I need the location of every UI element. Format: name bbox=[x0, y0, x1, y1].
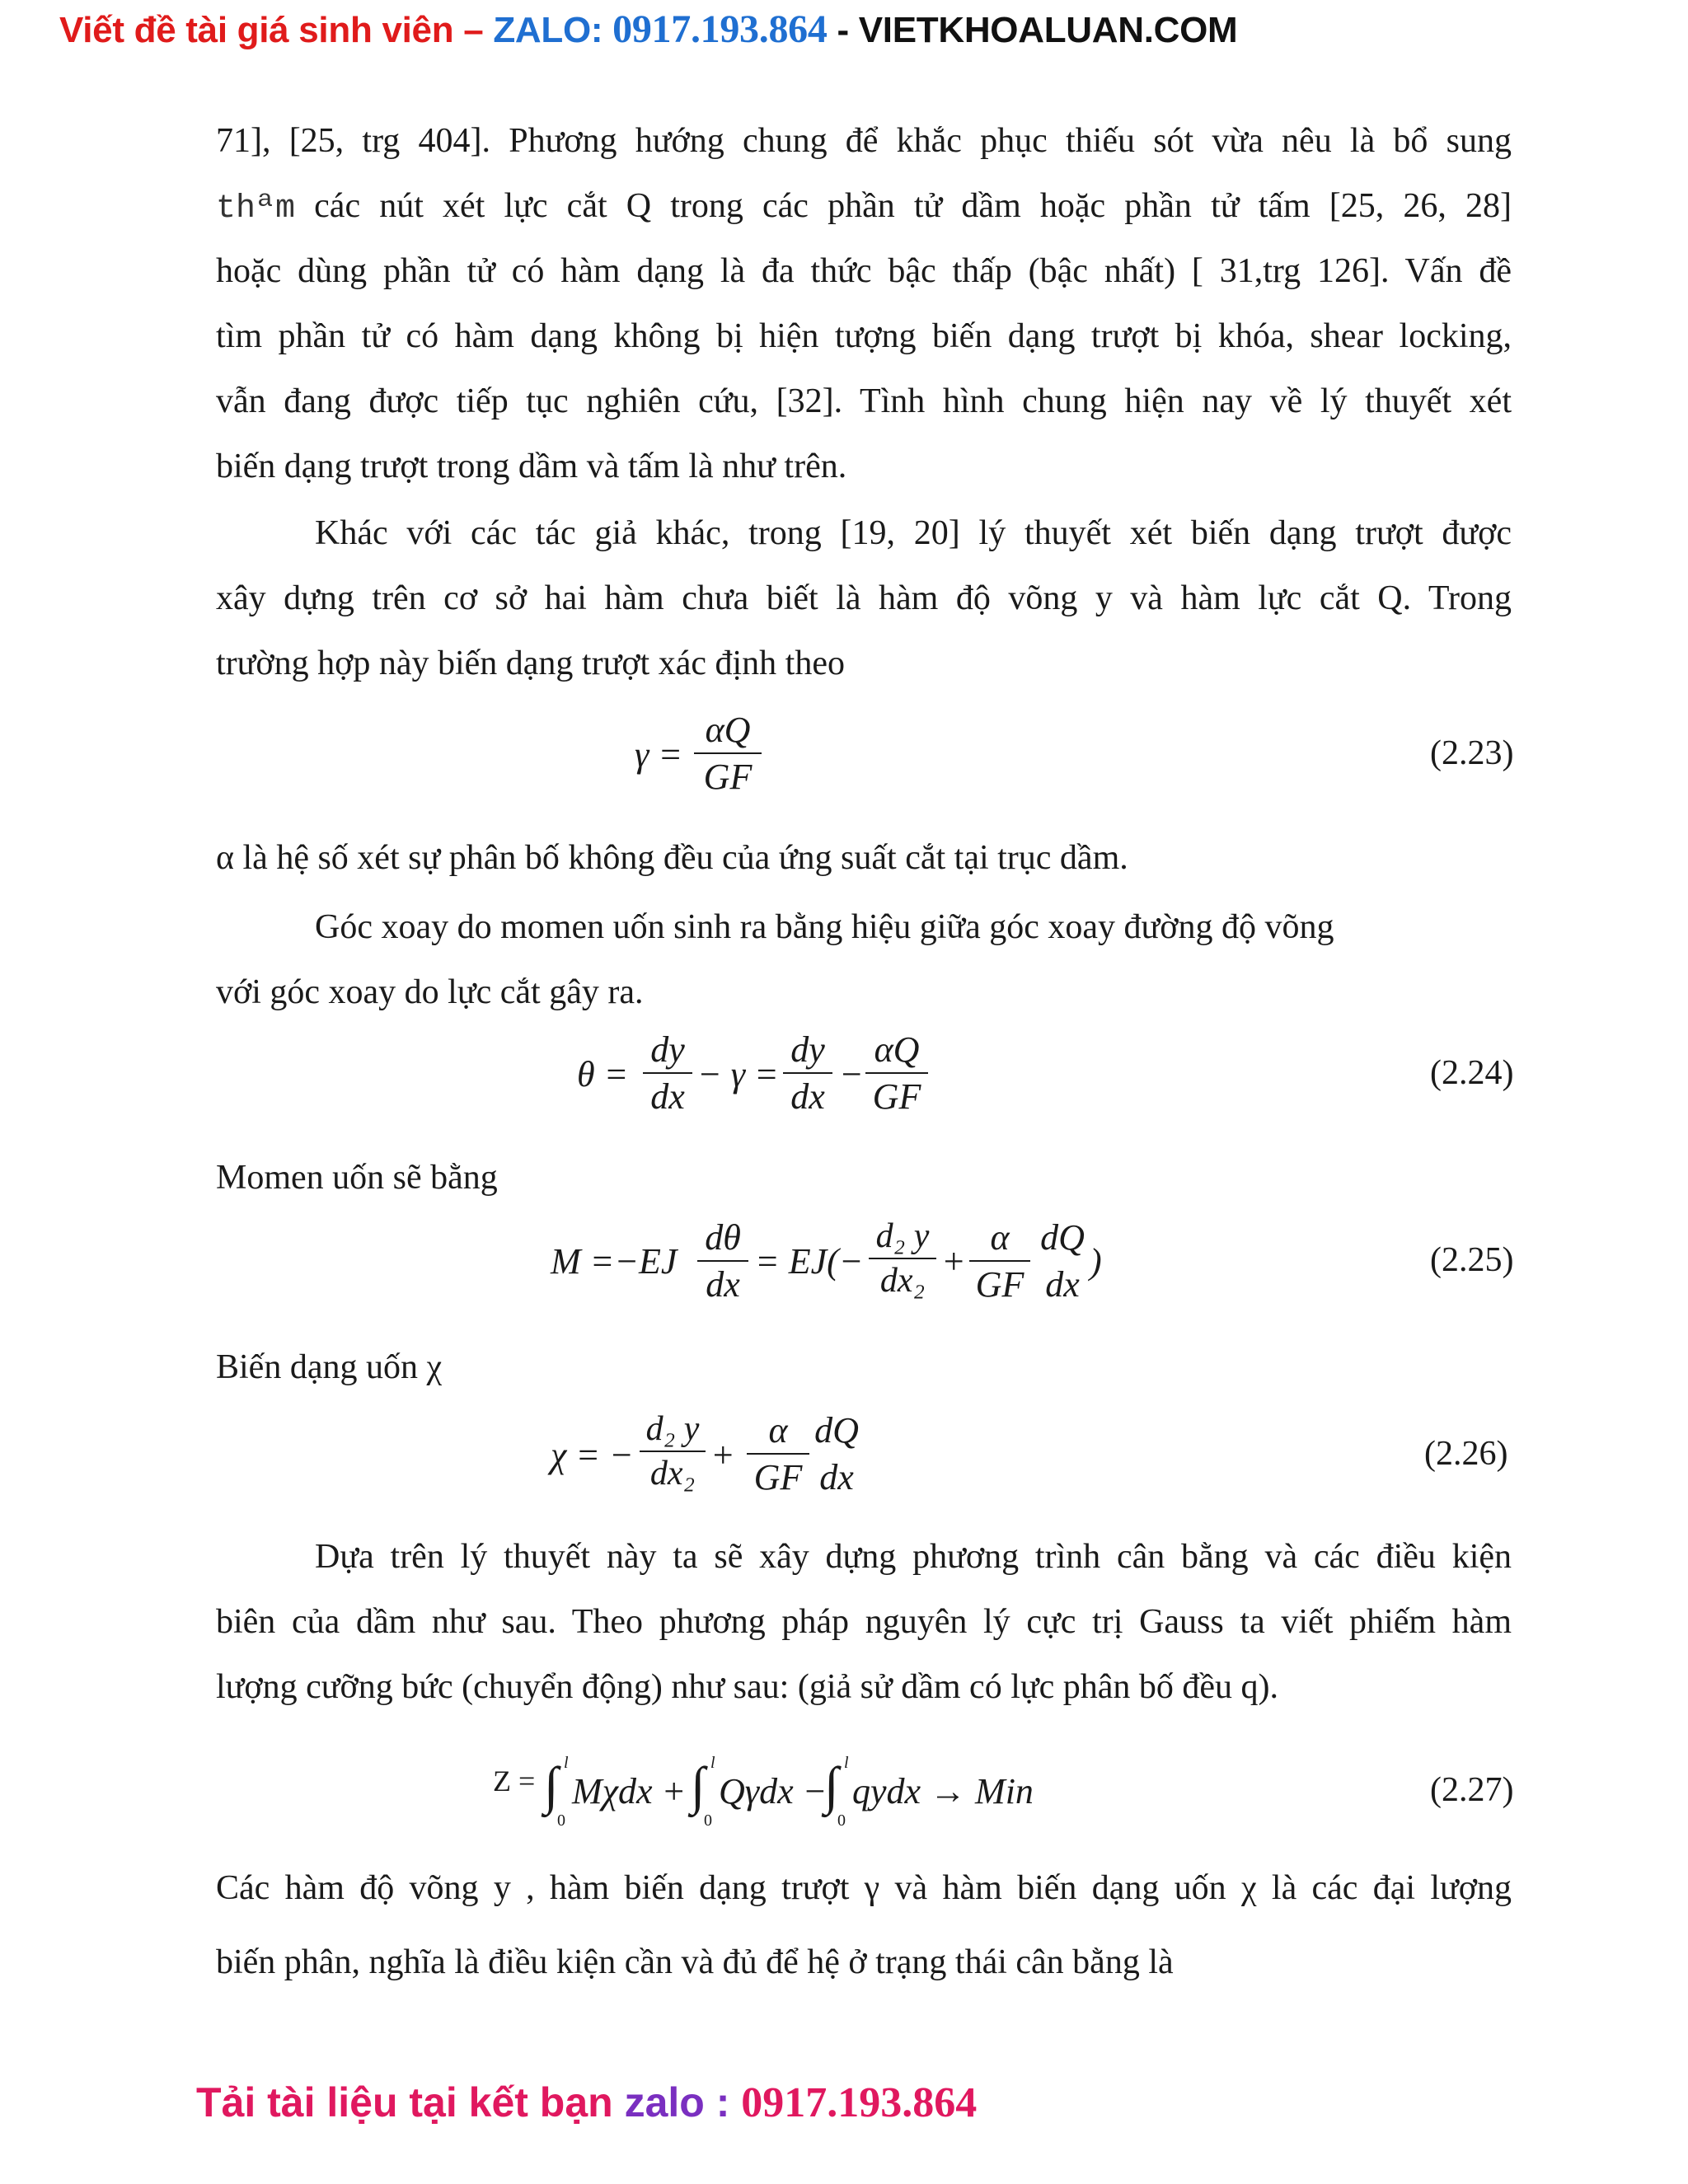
fraction-bar bbox=[783, 1072, 832, 1074]
eq-lhs: γ = bbox=[635, 734, 683, 775]
eq-denominator: GF bbox=[975, 1264, 1025, 1305]
text-line: Biến dạng uốn χ bbox=[216, 1348, 443, 1386]
page-footer-banner bbox=[196, 2079, 977, 2127]
eq-denominator: dx bbox=[1045, 1264, 1080, 1305]
integral-sign: ∫ bbox=[824, 1756, 839, 1815]
eq-fraction bbox=[694, 709, 762, 798]
eq-term: Qγdx − bbox=[719, 1771, 828, 1811]
paragraph-6 bbox=[216, 1335, 1512, 1400]
eq-denominator: dx bbox=[819, 1457, 854, 1497]
text-fragment: các nút xét lực cắt Q trong các phần tử dầm hoặc phần tử tấm [25, 26, 28] bbox=[314, 187, 1512, 225]
fraction-bar bbox=[869, 1258, 936, 1259]
eq-numerator: dy bbox=[650, 1029, 685, 1070]
text-line: Các hàm độ võng y , hàm biến dạng trượt γ và hàm biến dạng uốn χ là các đại lượng bbox=[216, 1869, 1512, 1907]
eq-denominator: GF bbox=[753, 1457, 803, 1497]
fraction-bar bbox=[969, 1260, 1030, 1262]
eq-lhs: Z = bbox=[493, 1765, 536, 1797]
eq-lhs: θ = bbox=[577, 1054, 629, 1094]
header-zalo-label: ZALO: bbox=[493, 10, 613, 50]
header-site: - VIETKHOALUAN.COM bbox=[827, 10, 1238, 50]
text-line bbox=[216, 174, 1512, 239]
text-line: biến dạng trượt trong dầm và tấm là như trên. bbox=[216, 448, 847, 485]
text-line: với góc xoay do lực cắt gây ra. bbox=[216, 973, 644, 1011]
eq-middle: = EJ(− bbox=[755, 1241, 864, 1282]
footer-phone: 0917.193.864 bbox=[741, 2079, 978, 2126]
paragraph-5 bbox=[216, 1146, 1512, 1211]
text-line: tìm phần tử có hàm dạng không bị hiện tượng biến dạng trượt bị khóa, shear locking, bbox=[216, 317, 1512, 355]
text-line: Dựa trên lý thuyết này ta sẽ xây dựng phương trình cân bằng và các điều kiện bbox=[315, 1538, 1512, 1576]
eq-fraction bbox=[1035, 1216, 1090, 1305]
fraction-bar bbox=[865, 1072, 928, 1074]
eq-close: ) bbox=[1090, 1241, 1102, 1282]
paragraph-3 bbox=[216, 826, 1512, 891]
text-line: 71], [25, trg 404]. Phương hướng chung để khắc phục thiếu sót vừa nêu là bổ sung bbox=[216, 122, 1512, 160]
fraction-bar bbox=[697, 1260, 748, 1262]
paragraph-7 bbox=[216, 1525, 1512, 1720]
eq-numerator: dQ bbox=[814, 1410, 859, 1451]
eq-operator: − bbox=[839, 1054, 864, 1094]
fraction-bar bbox=[694, 752, 762, 754]
eq-fraction bbox=[783, 1029, 832, 1118]
eq-fraction bbox=[809, 1409, 864, 1498]
eq-term: qydx → Min bbox=[852, 1771, 1034, 1811]
eq-fraction bbox=[869, 1216, 936, 1301]
eq-fraction bbox=[747, 1409, 809, 1498]
footer-zalo-label: zalo : bbox=[624, 2079, 742, 2125]
eq-numerator: α bbox=[990, 1217, 1010, 1258]
eq-operator: + bbox=[710, 1435, 735, 1475]
equation-number: (2.26) bbox=[1424, 1435, 1508, 1473]
eq-numerator: αQ bbox=[874, 1029, 920, 1070]
eq-denominator: GF bbox=[872, 1076, 921, 1117]
header-phone: 0917.193.864 bbox=[612, 7, 828, 51]
eq-fraction bbox=[697, 1216, 748, 1305]
eq-lhs: M =−EJ bbox=[551, 1241, 678, 1282]
integral-upper-limit: l bbox=[710, 1754, 715, 1772]
integral-sign: ∫ bbox=[544, 1756, 559, 1815]
text-line: Khác với các tác giả khác, trong [19, 20] lý thuyết xét biến dạng trượt được bbox=[315, 514, 1512, 552]
integral-lower-limit: 0 bbox=[557, 1811, 565, 1830]
eq-lhs: χ = − bbox=[551, 1435, 634, 1475]
page-header-banner bbox=[59, 7, 1237, 56]
text-line: lượng cưỡng bức (chuyển động) như sau: (giả sử dầm có lực phân bố đều q). bbox=[216, 1668, 1279, 1706]
paragraph-4 bbox=[216, 895, 1512, 1025]
equation-number: (2.25) bbox=[1430, 1241, 1514, 1279]
eq-denominator: GF bbox=[703, 757, 753, 797]
fraction-bar bbox=[643, 1072, 692, 1074]
fraction-bar bbox=[747, 1453, 809, 1455]
fraction-bar bbox=[640, 1451, 706, 1452]
text-line: α là hệ số xét sự phân bố không đều của ứng suất cắt tại trục dầm. bbox=[216, 839, 1128, 877]
eq-fraction bbox=[969, 1216, 1030, 1305]
equation-number: (2.24) bbox=[1430, 1054, 1514, 1092]
eq-middle: − γ = bbox=[697, 1054, 779, 1094]
eq-fraction bbox=[865, 1029, 928, 1118]
eq-numerator: d₂ y bbox=[875, 1217, 930, 1255]
eq-denominator: dx bbox=[706, 1264, 740, 1305]
text-line: hoặc dùng phần tử có hàm dạng là đa thức bậc thấp (bậc nhất) [ 31,trg 126]. Vấn đề bbox=[216, 252, 1512, 290]
equation-number: (2.27) bbox=[1430, 1771, 1514, 1809]
fraction-bar bbox=[1035, 1260, 1090, 1262]
integral-lower-limit: 0 bbox=[704, 1811, 712, 1830]
text-line: vẫn đang được tiếp tục nghiên cứu, [32]. Tình hình chung hiện nay về lý thuyết xét bbox=[216, 382, 1512, 420]
eq-numerator: dθ bbox=[705, 1217, 741, 1258]
paragraph-1 bbox=[216, 109, 1512, 499]
footer-text-1: Tải tài liệu tại kết bạn bbox=[196, 2079, 625, 2125]
eq-fraction bbox=[643, 1029, 692, 1118]
integral-lower-limit: 0 bbox=[837, 1811, 846, 1830]
fraction-bar bbox=[809, 1453, 864, 1455]
text-line: biến phân, nghĩa là điều kiện cần và đủ để hệ ở trạng thái cân bằng là bbox=[216, 1943, 1174, 1981]
text-line: trường hợp này biến dạng trượt xác định theo bbox=[216, 644, 845, 682]
eq-numerator: αQ bbox=[705, 710, 751, 750]
eq-numerator: d₂ y bbox=[645, 1410, 700, 1448]
integral-upper-limit: l bbox=[564, 1754, 569, 1772]
eq-denominator: dx₂ bbox=[879, 1262, 926, 1300]
integral-upper-limit: l bbox=[844, 1754, 849, 1772]
paragraph-8 bbox=[216, 1851, 1512, 1999]
eq-fraction bbox=[640, 1409, 706, 1493]
eq-numerator: dQ bbox=[1040, 1217, 1085, 1258]
integral-sign: ∫ bbox=[691, 1756, 706, 1815]
text-line: xây dựng trên cơ sở hai hàm chưa biết là hàm độ võng y và hàm lực cắt Q. Trong bbox=[216, 579, 1512, 617]
header-text-1: Viết đề tài giá sinh viên – bbox=[59, 10, 494, 50]
eq-denominator: dx₂ bbox=[649, 1455, 696, 1493]
eq-denominator: dx bbox=[650, 1076, 685, 1117]
eq-operator: + bbox=[941, 1241, 966, 1282]
text-line: biên của dầm như sau. Theo phương pháp nguyên lý cực trị Gauss ta viết phiếm hàm bbox=[216, 1603, 1512, 1641]
text-fragment-mono: thªm bbox=[216, 190, 296, 227]
eq-denominator: dx bbox=[790, 1076, 825, 1117]
eq-numerator: dy bbox=[790, 1029, 825, 1070]
paragraph-2 bbox=[216, 501, 1512, 696]
eq-numerator: α bbox=[768, 1410, 788, 1451]
text-line: Momen uốn sẽ bằng bbox=[216, 1159, 498, 1197]
text-line: Góc xoay do momen uốn sinh ra bằng hiệu giữa góc xoay đường độ võng bbox=[315, 908, 1334, 946]
eq-term: Mχdx + bbox=[572, 1771, 687, 1811]
equation-number: (2.23) bbox=[1430, 734, 1514, 772]
